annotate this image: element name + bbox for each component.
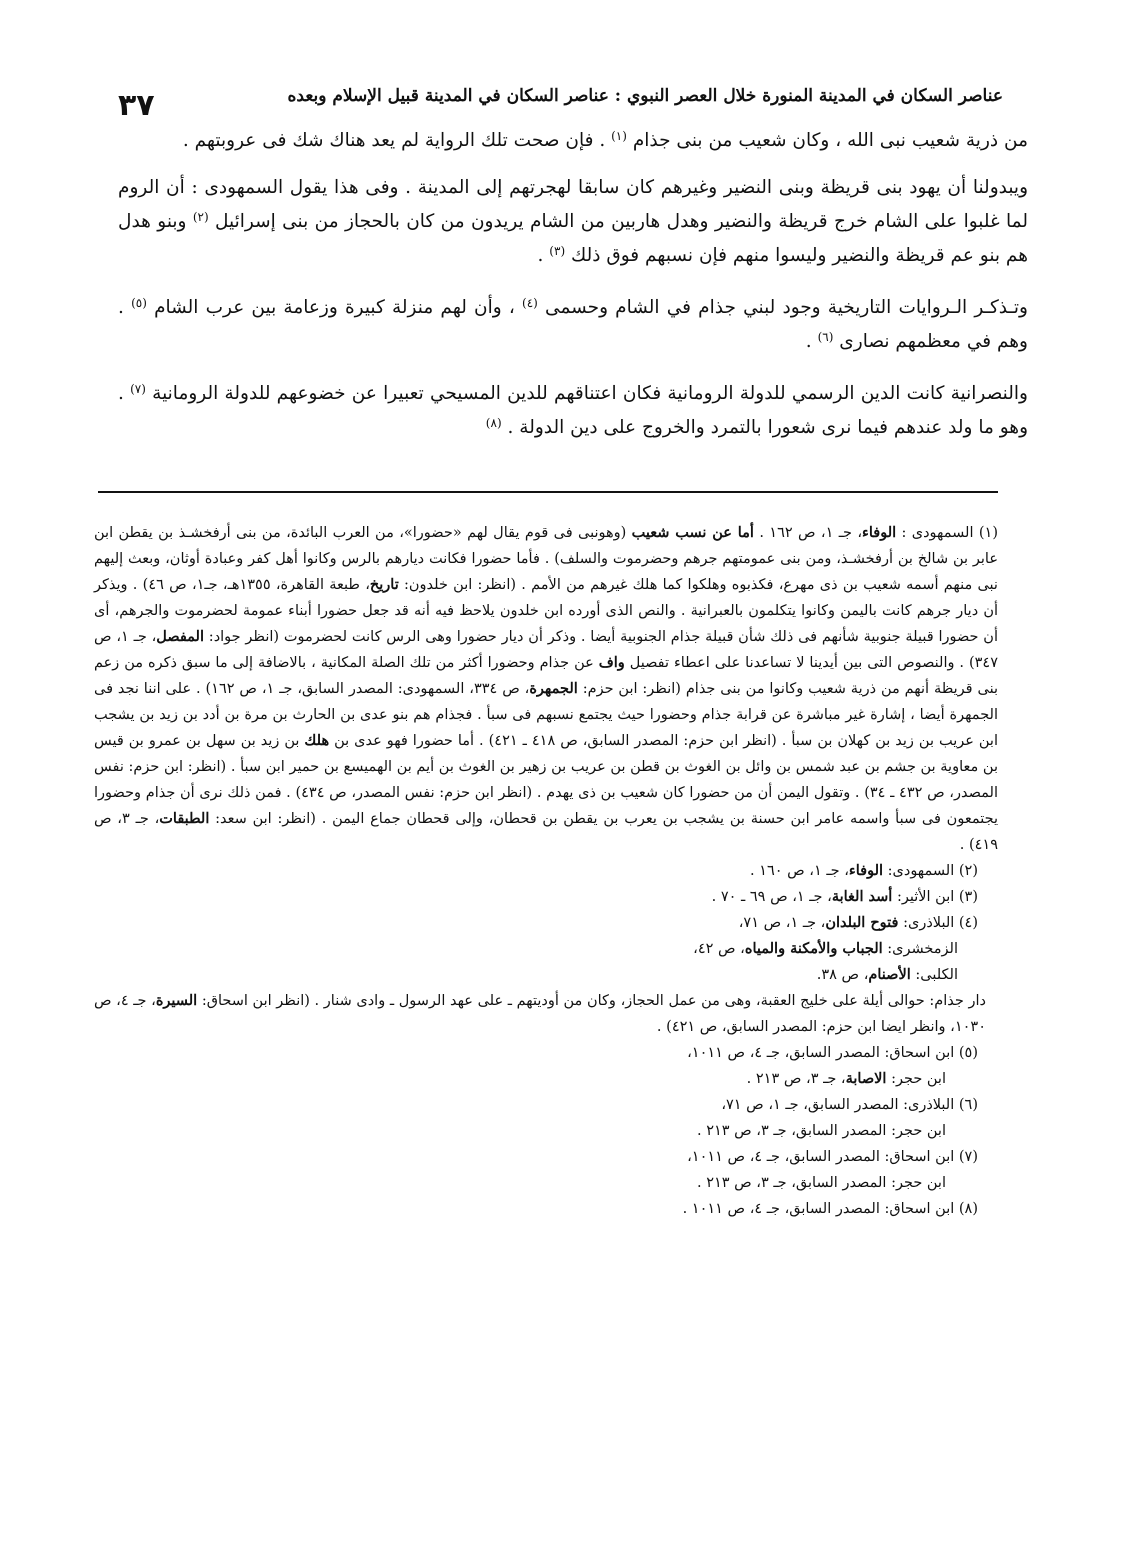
footnote-6: [94, 1092, 998, 1118]
book-title: الوفاء: [862, 524, 897, 541]
footnote-ref-6[interactable]: (٦): [817, 330, 834, 344]
footnote-ref-2[interactable]: (٢): [192, 210, 209, 224]
running-header: عناصر السكان في المدينة المنورة خلال العصر النبوي : عناصر السكان في المدينة قبيل الإسلام وبعده: [287, 86, 1003, 106]
text-span: وبنو هدل هم بنو عم قريظة والنضير وليسوا منهم فإن نسبهم فوق ذلك: [118, 211, 1028, 266]
footnote-8: [94, 1196, 998, 1222]
footnote-2: [94, 858, 998, 884]
footnotes: [94, 520, 998, 1222]
text-span: وتـذكـر الـروايات التاريخية وجود لبني جذام في الشام وحسمى: [545, 297, 1028, 318]
page-number: ٣٧: [118, 88, 155, 123]
book-title: الجمهرة: [529, 680, 578, 697]
book-title: الاصابة: [845, 1070, 887, 1087]
text-span: ، جـ ١، ص ٧١،: [738, 915, 826, 931]
book-title: الجباب والأمكنة والمياه: [744, 940, 883, 957]
book-title: الوفاء: [848, 862, 884, 879]
text-span: ابن حجر: المصدر السابق، جـ ٣، ص ٢١٣ .: [696, 1175, 946, 1191]
text-span: ، جـ ١، ص ٣٤٧) . والنصوص التى بين أيدينا لا تساعدنا على اعطاء تفصيل: [94, 629, 998, 671]
text-span: والنصرانية كانت الدين الرسمي للدولة الرومانية فكان اعتناقهم للدين المسيحي تعبيرا عن خضوعهم للدولة الرومانية: [152, 383, 1028, 404]
text-span: .: [537, 245, 544, 266]
text-span: دار جذام: حوالى أيلة على خليج العقبة، وهى من عمل الحجاز، وكان من أوديتهم ـ على عهد الرسول ـ وادى شنار . (انظر ابن اسحاق:: [197, 993, 986, 1009]
text-span: ، ص ٤٢،: [693, 941, 745, 957]
book-title: الطبقات: [159, 810, 210, 827]
text-span: . وهو ما ولد عندهم فيما نرى شعورا بالتمرد والخروج على دين الدولة .: [118, 383, 1028, 438]
text-span: ، ص ٣٣٤، السمهودى: المصدر السابق، جـ ١، ص ١٦٢) . على اننا نجد فى الجمهرة أيضا ، إشارة غير مباشرة عن قرابة جذام وحضورا حيث يجتمع نسبهم فى سبأ . فجذام هم بنو عدى بن الحارث بن مرة بن أدد بن زيد بن يشجب ابن عريب بن زيد بن كهلان بن سبأ . (انظر ابن حزم: المصدر السابق، ص ٤١٨ ـ ٤٢١) . أما حضورا فهو عدى بن: [94, 681, 998, 749]
emphasis: أما عن نسب شعيب: [631, 524, 754, 541]
paragraph-4: [118, 377, 1028, 445]
footnote-ref-1[interactable]: (١): [611, 129, 627, 143]
text-span: . وهم في معظمهم نصارى: [118, 297, 1028, 352]
footnote-separator: [98, 491, 998, 493]
text-span: ، وأن لهم منزلة كبيرة وزعامة بين عرب الشام: [154, 297, 515, 318]
footnote-4-line-4: [94, 988, 998, 1040]
text-span: (٢) السمهودى:: [883, 863, 978, 879]
text-span: ابن حجر: المصدر السابق، جـ ٣، ص ٢١٣ .: [696, 1123, 946, 1139]
paragraph-2: [118, 171, 1028, 273]
footnote-6-line-2: [94, 1118, 998, 1144]
text-span: (٥) ابن اسحاق: المصدر السابق، جـ ٤، ص ١٠١١،: [687, 1045, 978, 1061]
text-span: ابن حجر:: [886, 1071, 946, 1087]
emphasis: واف: [598, 654, 625, 671]
text-span: . فإن صحت تلك الرواية لم يعد هناك شك فى عروبتهم .: [182, 130, 606, 151]
paragraph-3: [118, 291, 1028, 359]
book-title: السيرة: [155, 992, 198, 1009]
footnote-4: [94, 910, 998, 936]
footnote-ref-5[interactable]: (٥): [131, 296, 147, 310]
text-span: ، جـ ٤، ص ١٠٣٠، وانظر ايضا ابن حزم: المصدر السابق، ص ٤٢١) .: [94, 993, 986, 1035]
footnote-1: [94, 520, 998, 858]
book-title: تاريخ: [369, 576, 399, 593]
text-span: ، ص ٣٨.: [816, 967, 869, 983]
text-span: ، طبعة القاهرة، ١٣٥٥هـ، جـ١، ص ٤٦) . ويذكر أن ديار جرهم كانت باليمن وكانوا يتكلمون بالعبرانية . والنص الذى أورده ابن خلدون يلاحظ فيه أنه قد جعل حضورا أبناء عمومة لحضرموت والجرهم، أى أن حضورا قبيلة جنوبية شأنهم فى ذلك شأن قبيلة جذام الجنوبية أيضا . وذكر أن ديار حضورا وهى الرس كانت لحضرموت (انظر جواد:: [94, 577, 998, 645]
text-span: عن جذام وحضورا أكثر من تلك الصلة المكانية ، بالاضافة إلى ما سبق ذكره من زعم بنى قريظة أنهم من ذرية شعيب وكانوا من بنى جذام (انظر: ابن حزم:: [94, 655, 998, 697]
book-title: المفصل: [156, 628, 205, 645]
text-span: (٣) ابن الأثير:: [892, 889, 978, 905]
text-span: ويبدولنا أن يهود بنى قريظة وبنى النضير وغيرهم كان سابقا لهجرتهم إلى المدينة . وفى هذا يقول السمهودى : أن الروم لما غلبوا على الشام خرج قريظة والنضير وهدل هاربين من الشام يريدون من كان بالحجاز من بنى إسرائيل: [118, 177, 1028, 232]
footnote-ref-7[interactable]: (٧): [130, 382, 146, 396]
text-span: ، جـ ١، ص ٦٩ ـ ٧٠ .: [711, 889, 832, 905]
text-span: من ذرية شعيب نبى الله ، وكان شعيب من بنى جذام: [632, 130, 1028, 151]
text-span: (٧) ابن اسحاق: المصدر السابق، جـ ٤، ص ١٠١١،: [687, 1149, 978, 1165]
text-span: (٦) البلاذرى: المصدر السابق، جـ ١، ص ٧١،: [721, 1097, 978, 1113]
text-span: (١) السمهودى :: [896, 525, 998, 541]
text-span: ، جـ ١، ص ١٦٢ .: [753, 525, 863, 541]
text-span: ، جـ ٣، ص ٢١٣ .: [746, 1071, 846, 1087]
text-span: (٤) البلاذرى:: [898, 915, 978, 931]
text-span: ، جـ ٣، ص ٤١٩) .: [94, 811, 998, 853]
book-title: الأصنام: [868, 966, 911, 983]
footnote-5-line-2: [94, 1066, 998, 1092]
text-span: .: [805, 331, 812, 352]
body-text: [118, 124, 1028, 458]
paragraph-1: [118, 124, 1028, 158]
footnote-5: [94, 1040, 998, 1066]
text-span: (وهونبى فى قوم يقال لهم «حضورا»، من العرب البائدة، من بنى أرفخشـذ بن يقطن ابن عابر بن شالخ بن أرفخشـذ، ومن بنى عمومتهم جرهم وحضرموت والسلف) . فأما حضورا فكانت ديارهم بالرس وكانوا أهل كفر وعبادة أوثان، وبعث إليهم نبى منهم أسمه شعيب بن ذى مهرع، فكذبوه وهلكوا كما هلك غيرهم من الأمم . (انظر: ابن خلدون:: [94, 525, 998, 593]
footnote-7: [94, 1144, 998, 1170]
book-title: فتوح البلدان: [825, 914, 899, 931]
footnote-4-line-2: [94, 936, 998, 962]
text-span: ، جـ ١، ص ١٦٠ .: [749, 863, 849, 879]
footnote-3: [94, 884, 998, 910]
footnote-7-line-2: [94, 1170, 998, 1196]
text-span: بن زيد بن سهل بن عمرو بن قيس بن معاوية بن جشم بن عبد شمس بن وائل بن الغوث بن قطن بن عريب بن زهير بن الغوث بن أيم بن الهميسع بن حمير ابن سبأ . (انظر: ابن حزم: نفس المصدر، ص ٤٣٢ ـ ٣٤) . وتقول اليمن أن من حضورا كان شعيب بن ذى يهدم . (انظر ابن حزم: نفس المصدر، ص ٤٣٤) . فمن ذلك نرى أن جذام وحضورا يجتمعون فى سبأ واسمه عامر ابن حسنة بن يشجب بن يعرب بن يقطن بن قحطان، وإلى قحطان جماع اليمن . (انظر: ابن سعد:: [94, 733, 998, 827]
emphasis: هلك: [304, 732, 330, 749]
text-span: (٨) ابن اسحاق: المصدر السابق، جـ ٤، ص ١٠١١ .: [682, 1201, 978, 1217]
footnote-ref-4[interactable]: (٤): [522, 296, 538, 310]
book-title: أسد الغابة: [831, 888, 893, 905]
text-span: الكلبى:: [910, 967, 958, 983]
footnote-4-line-3: [94, 962, 998, 988]
text-span: الزمخشرى:: [882, 941, 958, 957]
footnote-ref-8[interactable]: (٨): [485, 416, 502, 430]
footnote-ref-3[interactable]: (٣): [549, 244, 566, 258]
